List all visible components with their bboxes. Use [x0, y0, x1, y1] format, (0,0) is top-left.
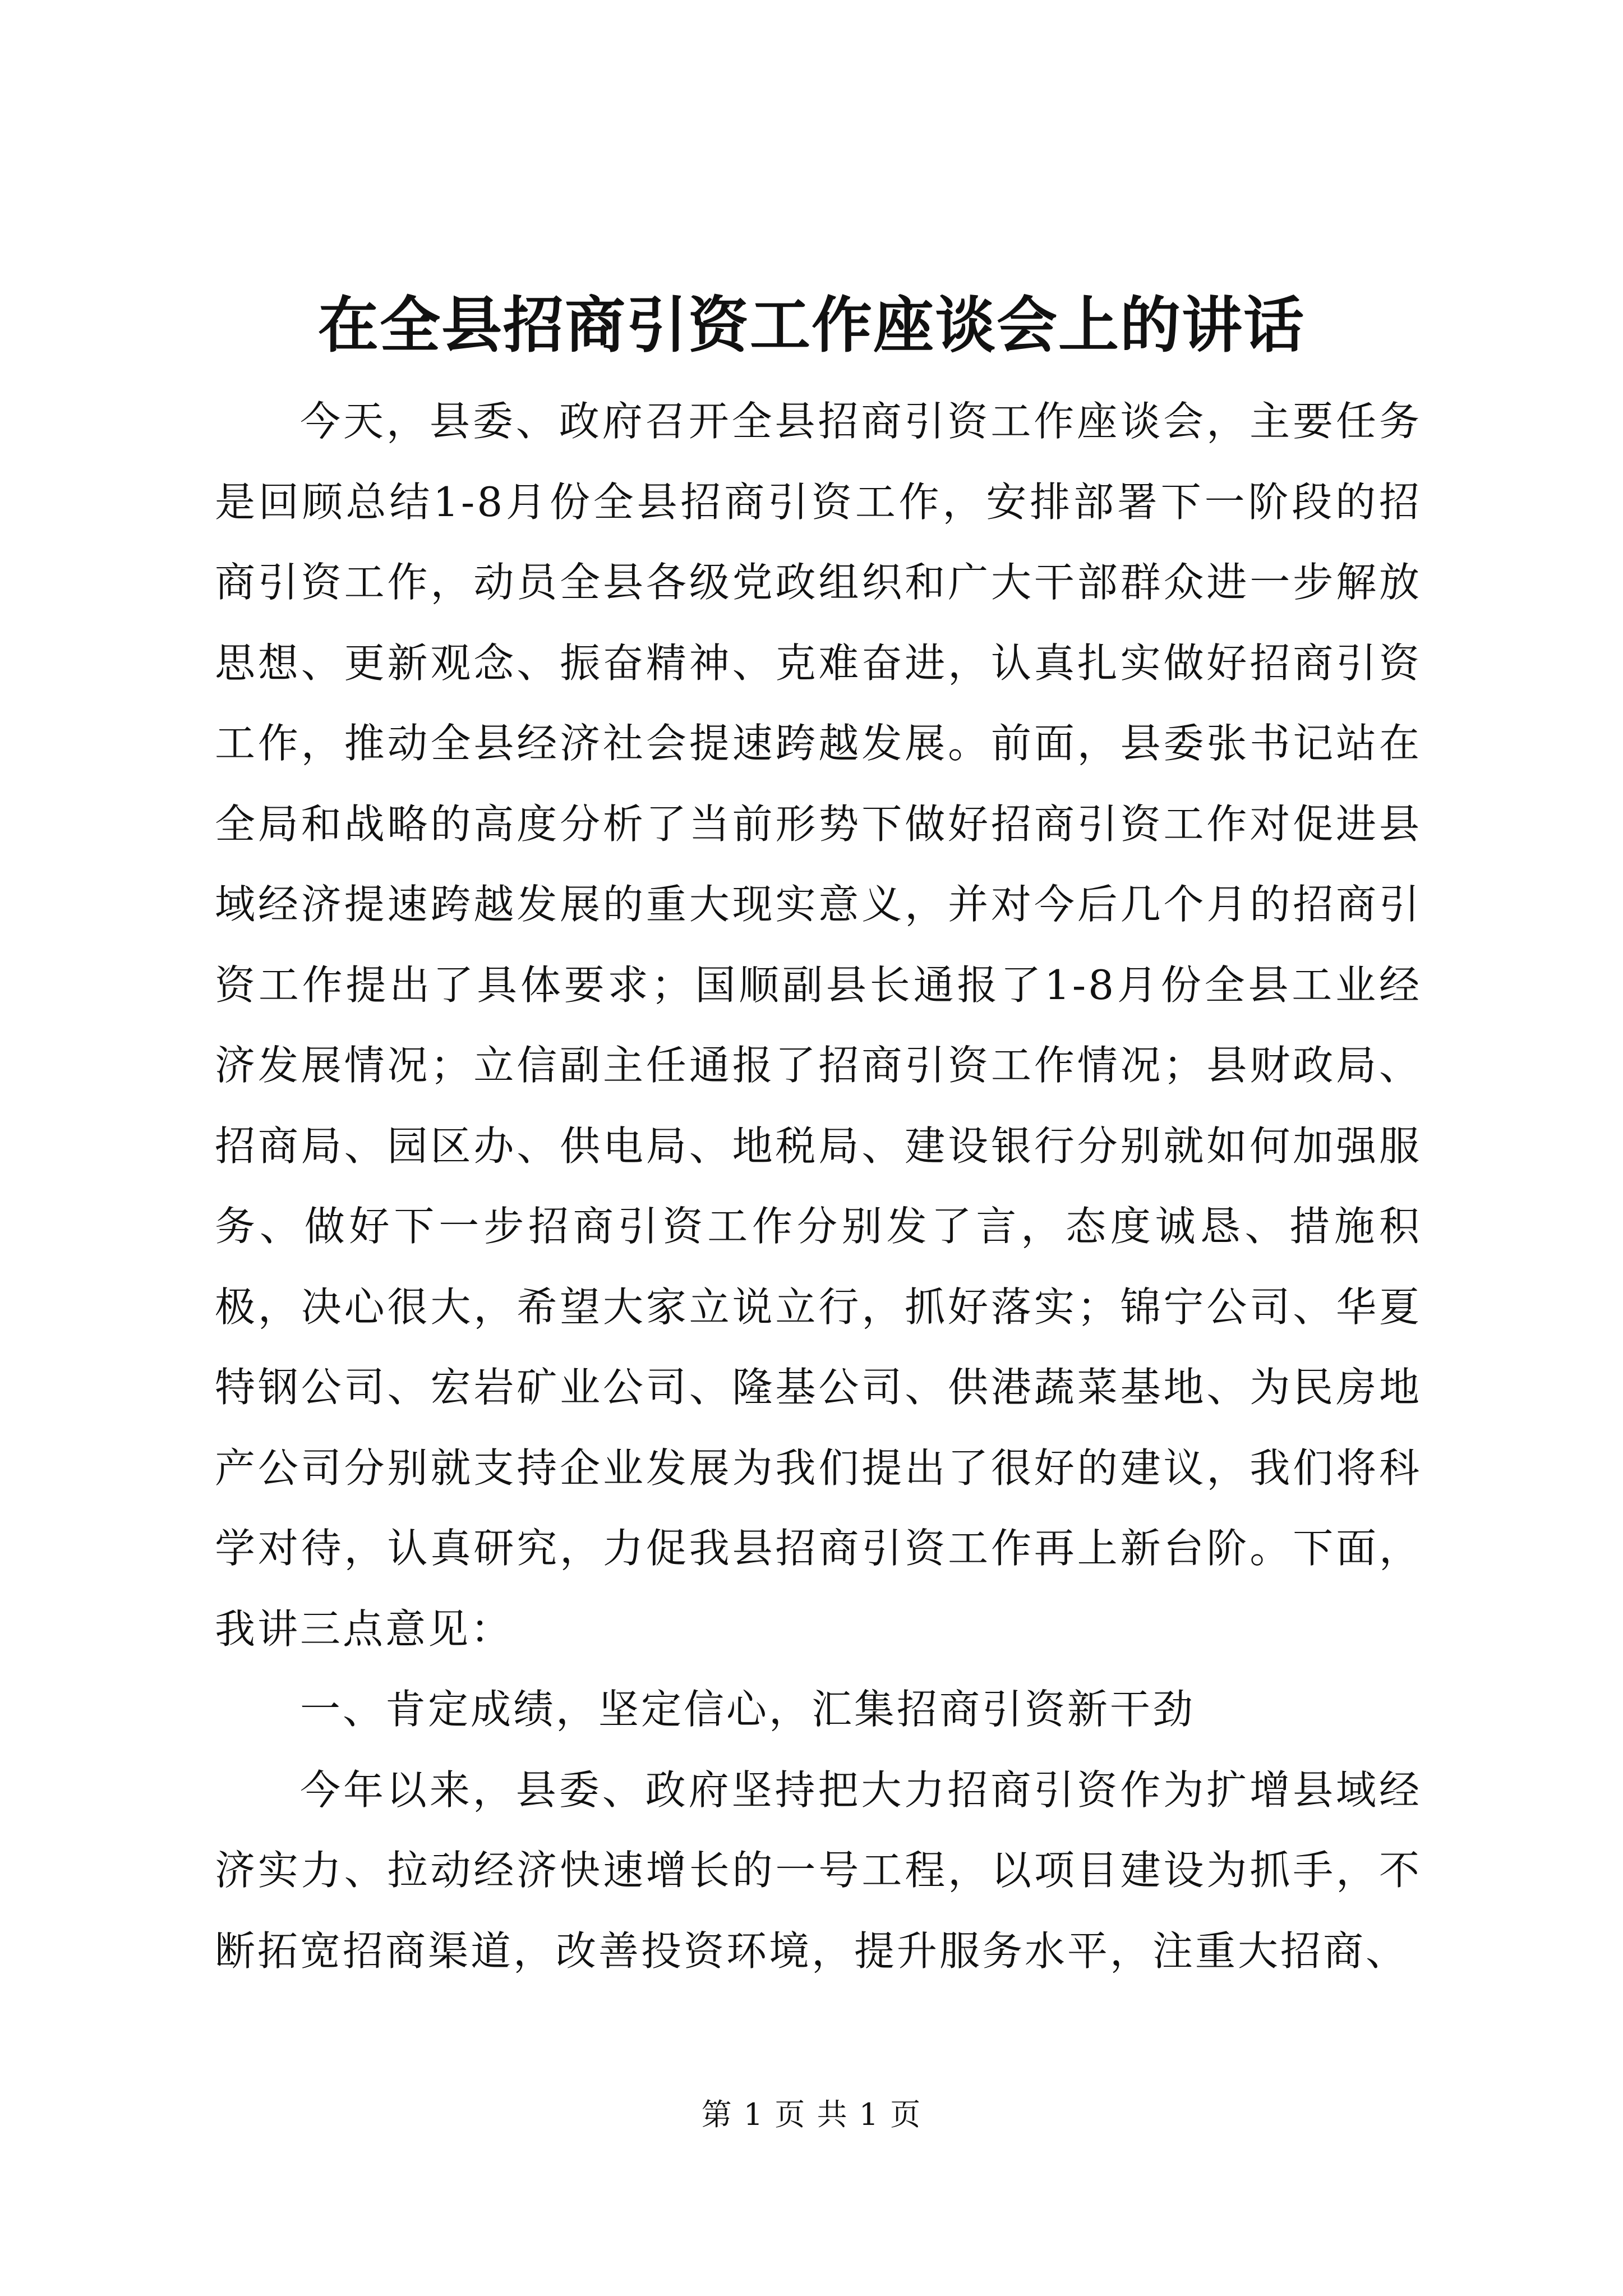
paragraph-section-heading: 一、肯定成绩，坚定信心，汇集招商引资新干劲 — [300, 1686, 1196, 1733]
page-footer: 第 1 页 共 1 页 — [701, 2097, 922, 2132]
paragraph-intro: 今天，县委、政府召开全县招商引资工作座谈会，主要任务是回顾总结1-8月份全县招商引资工作，安排部署下一阶段的招商引资工作，动员全县各级党政组织和广大干部群众进一步解放思想、更新观念、振奋精神、克难奋进，认真扎实做好招商引资工作，推动全县经济社会提速跨越发展。前面，县委张书记站在全局和战略的高度分析了当前形势下做好招商引资工作对促进县域经济提速跨越发展的重大现实意义，并对今后几个月的招商引资工作提出了具体要求；国顺副县长通报了1-8月份全县工业经济发展情况；立信副主任通报了招商引资工作情况；县财政局、招商局、园区办、供电局、地税局、建设银行分别就如何加强服务、做好下一步招商引资工作分别发了言，态度诚恳、措施积极，决心很大，希望大家立说立行，抓好落实；锦宁公司、华夏特钢公司、宏岩矿业公司、隆基公司、供港蔬菜基地、为民房地产公司分别就支持企业发展为我们提出了很好的建议，我们将科学对待，认真研究，力促我县招商引资工作再上新台阶。下面，我讲三点意见： — [215, 398, 1422, 1653]
document-body — [215, 381, 1422, 1991]
paragraph-section-body: 今年以来，县委、政府坚持把大力招商引资作为扩增县域经济实力、拉动经济快速增长的一号工程，以项目建设为抓手，不断拓宽招商渠道，改善投资环境，提升服务水平，注重大招商、 — [215, 1766, 1422, 1975]
document-title: 在全县招商引资工作座谈会上的讲话 — [317, 290, 1305, 361]
